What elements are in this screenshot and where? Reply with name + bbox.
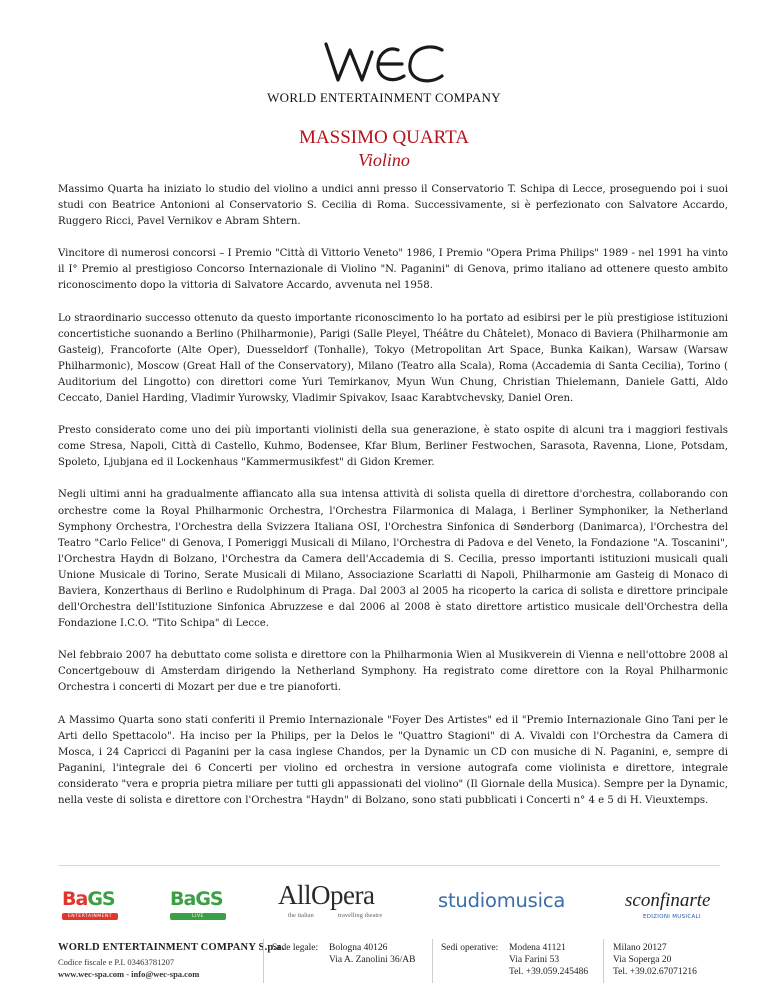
footer-column-divider [603,939,604,983]
bio-paragraph: Nel febbraio 2007 ha debuttato come solista e direttore con la Philharmonia Wien al Musikverein di Vienna e nell'ottobre 2008 al Concertgebouw di Amsterdam dirigendo la Netherland Symphony. Ha registrato come direttore con la Royal Philharmonic Orchestra i concerti di Mozart per due e tre pianoforti. [58,650,728,694]
footer-modena-line1: Modena 41121 [509,943,566,953]
footer-milano-line3: Tel. +39.02.67071216 [613,967,697,977]
bio-paragraph: Presto considerato come uno dei più importanti violinisti della sua generazione, è stato ospite di alcuni tra i maggiori festivals come Stresa, Napoli, Città di Castello, Kuhmo, Bodensee, Kfar Blum, Berliner Festwochen, Sarasota, Ravenna, Lione, Potsdam, Spoleto, Ljubjana ed il Lockenhaus "Kammermusikfest" di Gidon Kremer. [58,425,728,469]
bio-paragraph: Negli ultimi anni ha gradualmente affiancato alla sua intensa attività di solista quella di direttore d'orchestra, collaborando con orchestre come la Royal Philharmonic Orchestra, l'Orchestra Filarmonica di Malaga, i Berliner Symphoniker, la Netherland Symphony Orchestra, l'Orchestra della Svizzera Italiana OSI, l'Orchestra Sinfonica di Sønderborg (Danimarca), l'Orchestra del Teatro "Carlo Felice" di Genova, I Pomeriggi Musicali di Milano, l'Orchestra di Padova e del Veneto, la Fondazione "A. Toscanini", l'Orchestra Haydn di Bolzano, l'Orchestra da Camera dell'Accademia di S. Cecilia, presso importanti istituzioni musicali quali Unione Musicale di Torino, Serate Musicali di Milano, Associazione Scarlatti di Napoli, Philharmonie am Gasteig di Monaco di Baviera, Konzerthaus di Berlino e Rudolphinum di Praga. Dal 2003 al 2005 ha ricoperto la carica di solista e direttore principale dell'Orchestra dell'Istituzione Sinfonica Abruzzese e dal 2006 al 2008 è stato direttore artistico musicale dell'Orchestra della Fondazione I.C.O. "Tito Schipa" di Lecce. [58,489,728,630]
footer-legal-line1: Bologna 40126 [329,943,388,953]
footer-fiscal-code: Codice fiscale e P.I. 03463781207 [58,957,175,967]
footer-company-name: WORLD ENTERTAINMENT COMPANY S.p.a. [58,942,285,953]
company-name: WORLD ENTERTAINMENT COMPANY [267,90,501,105]
footer-legal-line2: Via A. Zanolini 36/AB [329,955,416,965]
studiomusica-logo: studiomusica [438,889,566,912]
artist-name: MASSIMO QUARTA [299,127,469,148]
allopera-subtitle-right: travelling theatre [338,912,383,919]
allopera-logo [278,880,400,922]
artist-role: Violino [358,150,410,170]
bio-paragraph: Lo straordinario successo ottenuto da questo importante riconoscimento lo ha portato ad esibirsi per le più prestigiose istituzioni concertistiche suonando a Berlino (Philharmonie), Parigi (Salle Pleyel, Théâtre du Châtelet), Monaco di Baviera (Philharmonie am Gasteig), Francoforte (Alte Oper), Duesseldorf (Tonhalle), Tokyo (Metropolitan Art Space, Bunka Kaikan), Warsaw (Warsaw Philharmonic), Moscow (Great Hall of the Conservatory), Milano (Teatro alla Scala), Roma (Accademia di Santa Cecilia), Torino ( Auditorium del Lingotto) con direttori come Yuri Temirkanov, Myun Wun Chung, Christian Thielemann, Daniele Gatti, Aldo Ceccato, Daniel Harding, Vladimir Yurowsky, Vladimir Spivakov, Isaac Karabtvchevsky, Daniel Oren. [58,312,728,405]
footer-milano-line2: Via Soperga 20 [613,955,672,965]
bags-live-text-a: Ba [170,888,196,910]
biography [58,182,728,825]
bags-live-tag: LIVE [192,914,204,919]
footer-divider [58,865,720,866]
wec-logo [322,36,446,86]
footer-legal-label: Sede legale: [272,943,319,953]
sconfinarte-logo-text: sconfinarte [625,890,711,911]
footer-modena-line2: Via Farini 53 [509,955,560,965]
footer-milano-line1: Milano 20127 [613,943,667,953]
footer-contacts: www.wec-spa.com - info@wec-spa.com [58,969,200,979]
bio-paragraph: Vincitore di numerosi concorsi – I Premio "Città di Vittorio Veneto" 1986, I Premio "Opera Prima Philips" 1989 - nel 1991 ha vinto il I° Premio al prestigioso Concorso Internazionale di Violino "N. Paganini" di Genova, primo italiano ad ottenere questo ambito riconoscimento dopo la vittoria di Salvatore Accardo, avvenuta nel 1958. [58,248,728,292]
sconfinarte-subtitle: EDIZIONI MUSICALI [643,914,701,920]
footer-modena-line3: Tel. +39.059.245486 [509,967,589,977]
footer-column-divider [263,939,264,983]
footer-column-divider [432,939,433,983]
bags-logo-tag: ENTERTAINMENT [67,914,113,919]
allopera-subtitle-left: the italian [288,912,314,919]
allopera-logo-text: AllOpera [278,880,375,910]
footer-operative-label: Sedi operative: [441,943,499,953]
bags-entertainment-logo [60,880,120,924]
bags-logo-text-a: Ba [62,888,88,910]
bags-live-text-b: GS [195,888,223,910]
bio-paragraph: Massimo Quarta ha iniziato lo studio del violino a undici anni presso il Conservatorio T. Schipa di Lecce, proseguendo poi i suoi studi con Beatrice Antonioni al Conservatorio S. Cecilia di Roma. Successivamente, si è perfezionato con Salvatore Accardo, Ruggero Ricci, Pavel Vernikov e Abram Shtern. [58,184,728,228]
bags-live-logo [168,880,228,924]
bags-logo-text-b: GS [87,888,115,910]
sconfinarte-logo [609,878,719,924]
bio-paragraph: A Massimo Quarta sono stati conferiti il Premio Internazionale "Foyer Des Artistes" ed il "Premio Internazionale Gino Tani per le Arti dello Spettacolo". Ha inciso per la Philips, per la Delos le "Quattro Stagioni" di A. Vivaldi con l'Orchestra da Camera di Mosca, i 24 Capricci di Paganini per la casa inglese Chandos, per la Dynamic un CD con musiche di N. Paganini, e, sempre di Paganini, l'integrale dei 6 Concerti per violino ed orchestra in versione autografa come violinista e direttore, integrale considerato "vera e propria pietra miliare per tutti gli appassionati del violino" (Il Giornale della Musica). Sempre per la Dynamic, nella veste di solista e direttore con l'Orchestra "Haydn" di Bolzano, sono stati pubblicati i Concerti n° 4 e 5 di H. Vieuxtemps. [58,714,728,806]
